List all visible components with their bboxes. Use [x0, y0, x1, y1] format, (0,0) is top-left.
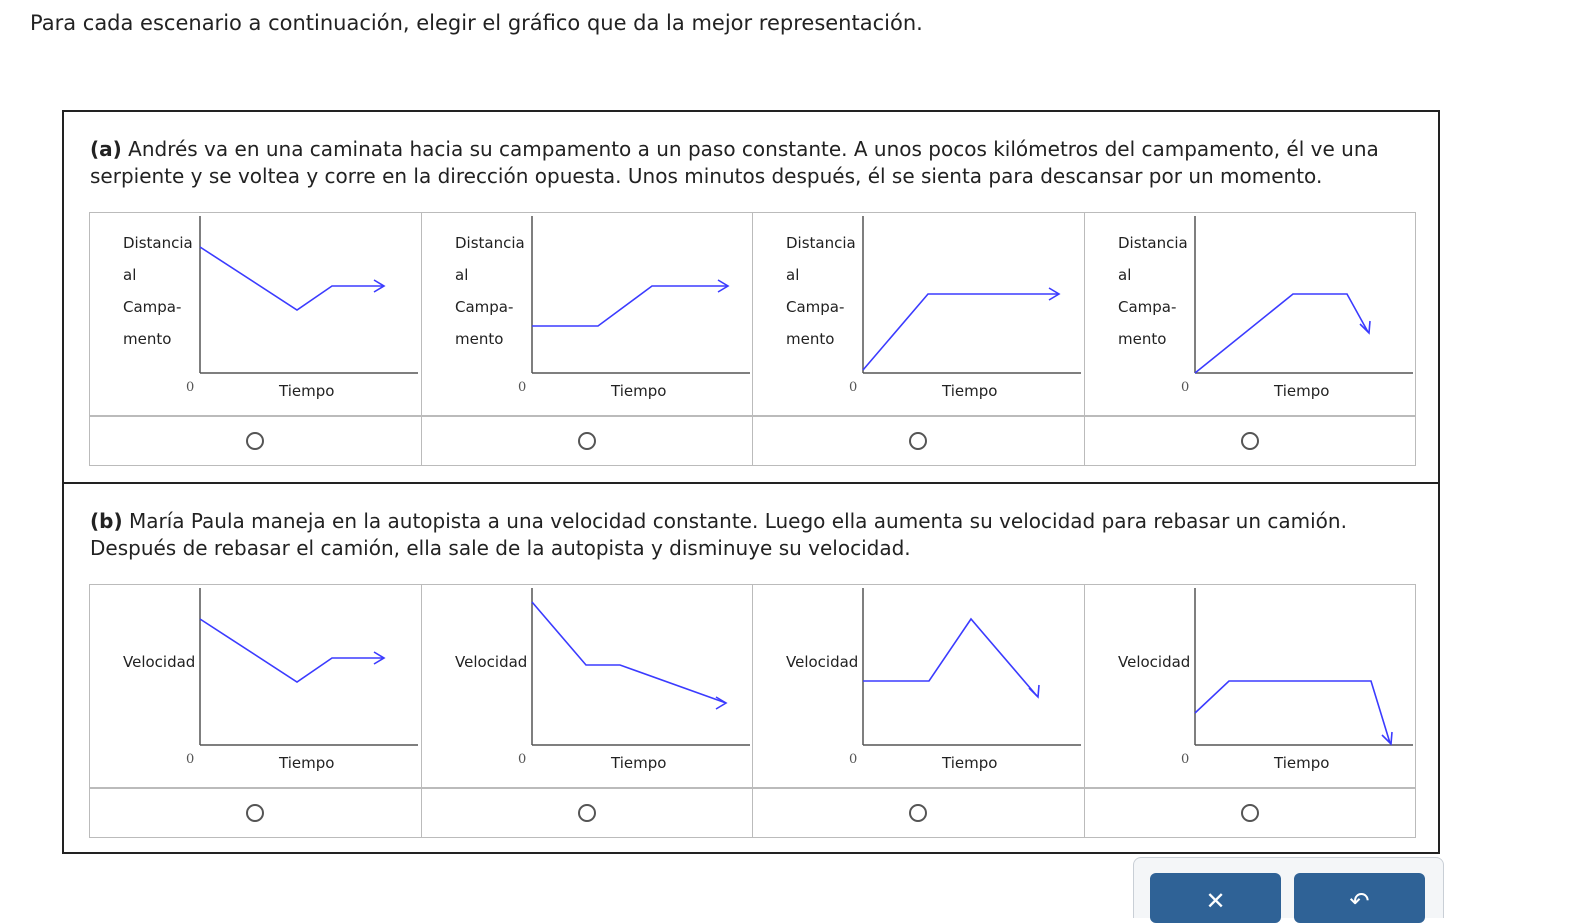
y-axis-label: Distancia	[786, 234, 856, 252]
option-radio-cell-b-4	[1084, 788, 1417, 838]
graph-curve	[200, 247, 384, 310]
graph-svg	[90, 585, 422, 789]
option-graph-a-4	[1084, 212, 1417, 416]
graph-svg	[1085, 213, 1417, 417]
part-divider	[64, 482, 1438, 484]
part-a-text-line2: serpiente y se voltea y corre en la dirección opuesta. Unos minutos después, él se sienta para descansar por un momento.	[90, 164, 1323, 188]
undo-icon: ↶	[1349, 887, 1370, 915]
option-graph-b-4	[1084, 584, 1417, 788]
graph-curve	[532, 602, 726, 703]
origin-label: 0	[186, 380, 195, 395]
action-bar	[1133, 857, 1444, 918]
graph-svg	[753, 213, 1085, 417]
x-axis-label: Tiempo	[942, 754, 998, 772]
radio-button-a-1[interactable]	[246, 432, 264, 450]
radio-button-b-4[interactable]	[1241, 804, 1259, 822]
y-axis-label: mento	[786, 330, 835, 348]
question-box	[62, 110, 1440, 854]
radio-button-b-2[interactable]	[578, 804, 596, 822]
origin-label: 0	[517, 380, 526, 395]
instructions: Para cada escenario a continuación, elegir el gráfico que da la mejor representación.	[30, 11, 923, 35]
y-axis-label: al	[123, 266, 137, 284]
graph-curve	[532, 286, 728, 326]
x-axis-label: Tiempo	[942, 382, 998, 400]
x-axis-label: Tiempo	[610, 382, 666, 400]
y-axis-label: Distancia	[454, 234, 525, 252]
option-radio-cell-b-3	[752, 788, 1085, 838]
y-axis-label: Velocidad	[123, 653, 196, 671]
radio-button-a-3[interactable]	[909, 432, 927, 450]
clear-button[interactable]	[1150, 873, 1281, 923]
arrowhead	[1029, 685, 1039, 697]
option-radio-cell-a-2	[421, 416, 754, 466]
y-axis-label: al	[786, 266, 800, 284]
option-graph-b-3	[752, 584, 1085, 788]
part-a-options-grid	[89, 212, 1443, 466]
y-axis-label: Velocidad	[454, 653, 527, 671]
option-graph-a-2	[421, 212, 754, 416]
graph-curve	[1195, 294, 1368, 373]
part-b-text-line2: Después de rebasar el camión, ella sale de la autopista y disminuye su velocidad.	[90, 536, 911, 560]
graph-svg	[1085, 585, 1417, 789]
y-axis-label: mento	[454, 330, 503, 348]
option-graph-b-2	[421, 584, 754, 788]
x-axis-label: Tiempo	[1273, 382, 1329, 400]
y-axis-label: Distancia	[1117, 234, 1188, 252]
option-radio-cell-a-3	[752, 416, 1085, 466]
x-axis-label: Tiempo	[1273, 754, 1329, 772]
y-axis-label: mento	[123, 330, 172, 348]
radio-button-a-2[interactable]	[578, 432, 596, 450]
radio-button-a-4[interactable]	[1241, 432, 1259, 450]
close-icon: ✕	[1205, 887, 1226, 915]
graph-svg	[422, 213, 754, 417]
y-axis-label: Campa-	[123, 298, 182, 316]
part-a-text-line1: Andrés va en una caminata hacia su campamento a un paso constante. A unos pocos kilómetros del campamento, él ve una	[128, 137, 1379, 161]
y-axis-label: Velocidad	[1117, 653, 1190, 671]
part-b-prompt	[90, 508, 1410, 562]
y-axis-label: Velocidad	[786, 653, 859, 671]
radio-button-b-1[interactable]	[246, 804, 264, 822]
option-radio-cell-b-1	[89, 788, 422, 838]
option-graph-a-1	[89, 212, 422, 416]
graph-curve	[1195, 681, 1390, 743]
option-graph-b-1	[89, 584, 422, 788]
x-axis-label: Tiempo	[279, 382, 335, 400]
graph-svg	[753, 585, 1085, 789]
option-radio-cell-a-1	[89, 416, 422, 466]
origin-label: 0	[517, 752, 526, 767]
part-a-prompt	[90, 136, 1410, 190]
graph-svg	[90, 213, 422, 417]
y-axis-label: al	[1117, 266, 1131, 284]
x-axis-label: Tiempo	[279, 754, 335, 772]
y-axis-label: Campa-	[1117, 298, 1176, 316]
graph-curve	[863, 619, 1037, 696]
origin-label: 0	[1180, 380, 1189, 395]
arrowhead	[716, 697, 726, 709]
part-a-label: (a)	[90, 137, 122, 161]
origin-label: 0	[849, 380, 858, 395]
part-b-text-line1: María Paula maneja en la autopista a una velocidad constante. Luego ella aumenta su velocidad para rebasar un camión.	[128, 509, 1347, 533]
graph-curve	[200, 619, 384, 682]
option-radio-cell-b-2	[421, 788, 754, 838]
part-b-label: (b)	[90, 509, 123, 533]
radio-button-b-3[interactable]	[909, 804, 927, 822]
origin-label: 0	[1180, 752, 1189, 767]
undo-button[interactable]	[1294, 873, 1425, 923]
origin-label: 0	[186, 752, 195, 767]
x-axis-label: Tiempo	[610, 754, 666, 772]
y-axis-label: al	[454, 266, 468, 284]
graph-svg	[422, 585, 754, 789]
option-radio-cell-a-4	[1084, 416, 1417, 466]
origin-label: 0	[849, 752, 858, 767]
y-axis-label: mento	[1117, 330, 1166, 348]
y-axis-label: Campa-	[454, 298, 513, 316]
graph-curve	[863, 294, 1059, 370]
part-b-options-grid	[89, 584, 1443, 838]
y-axis-label: Distancia	[123, 234, 193, 252]
y-axis-label: Campa-	[786, 298, 845, 316]
option-graph-a-3	[752, 212, 1085, 416]
